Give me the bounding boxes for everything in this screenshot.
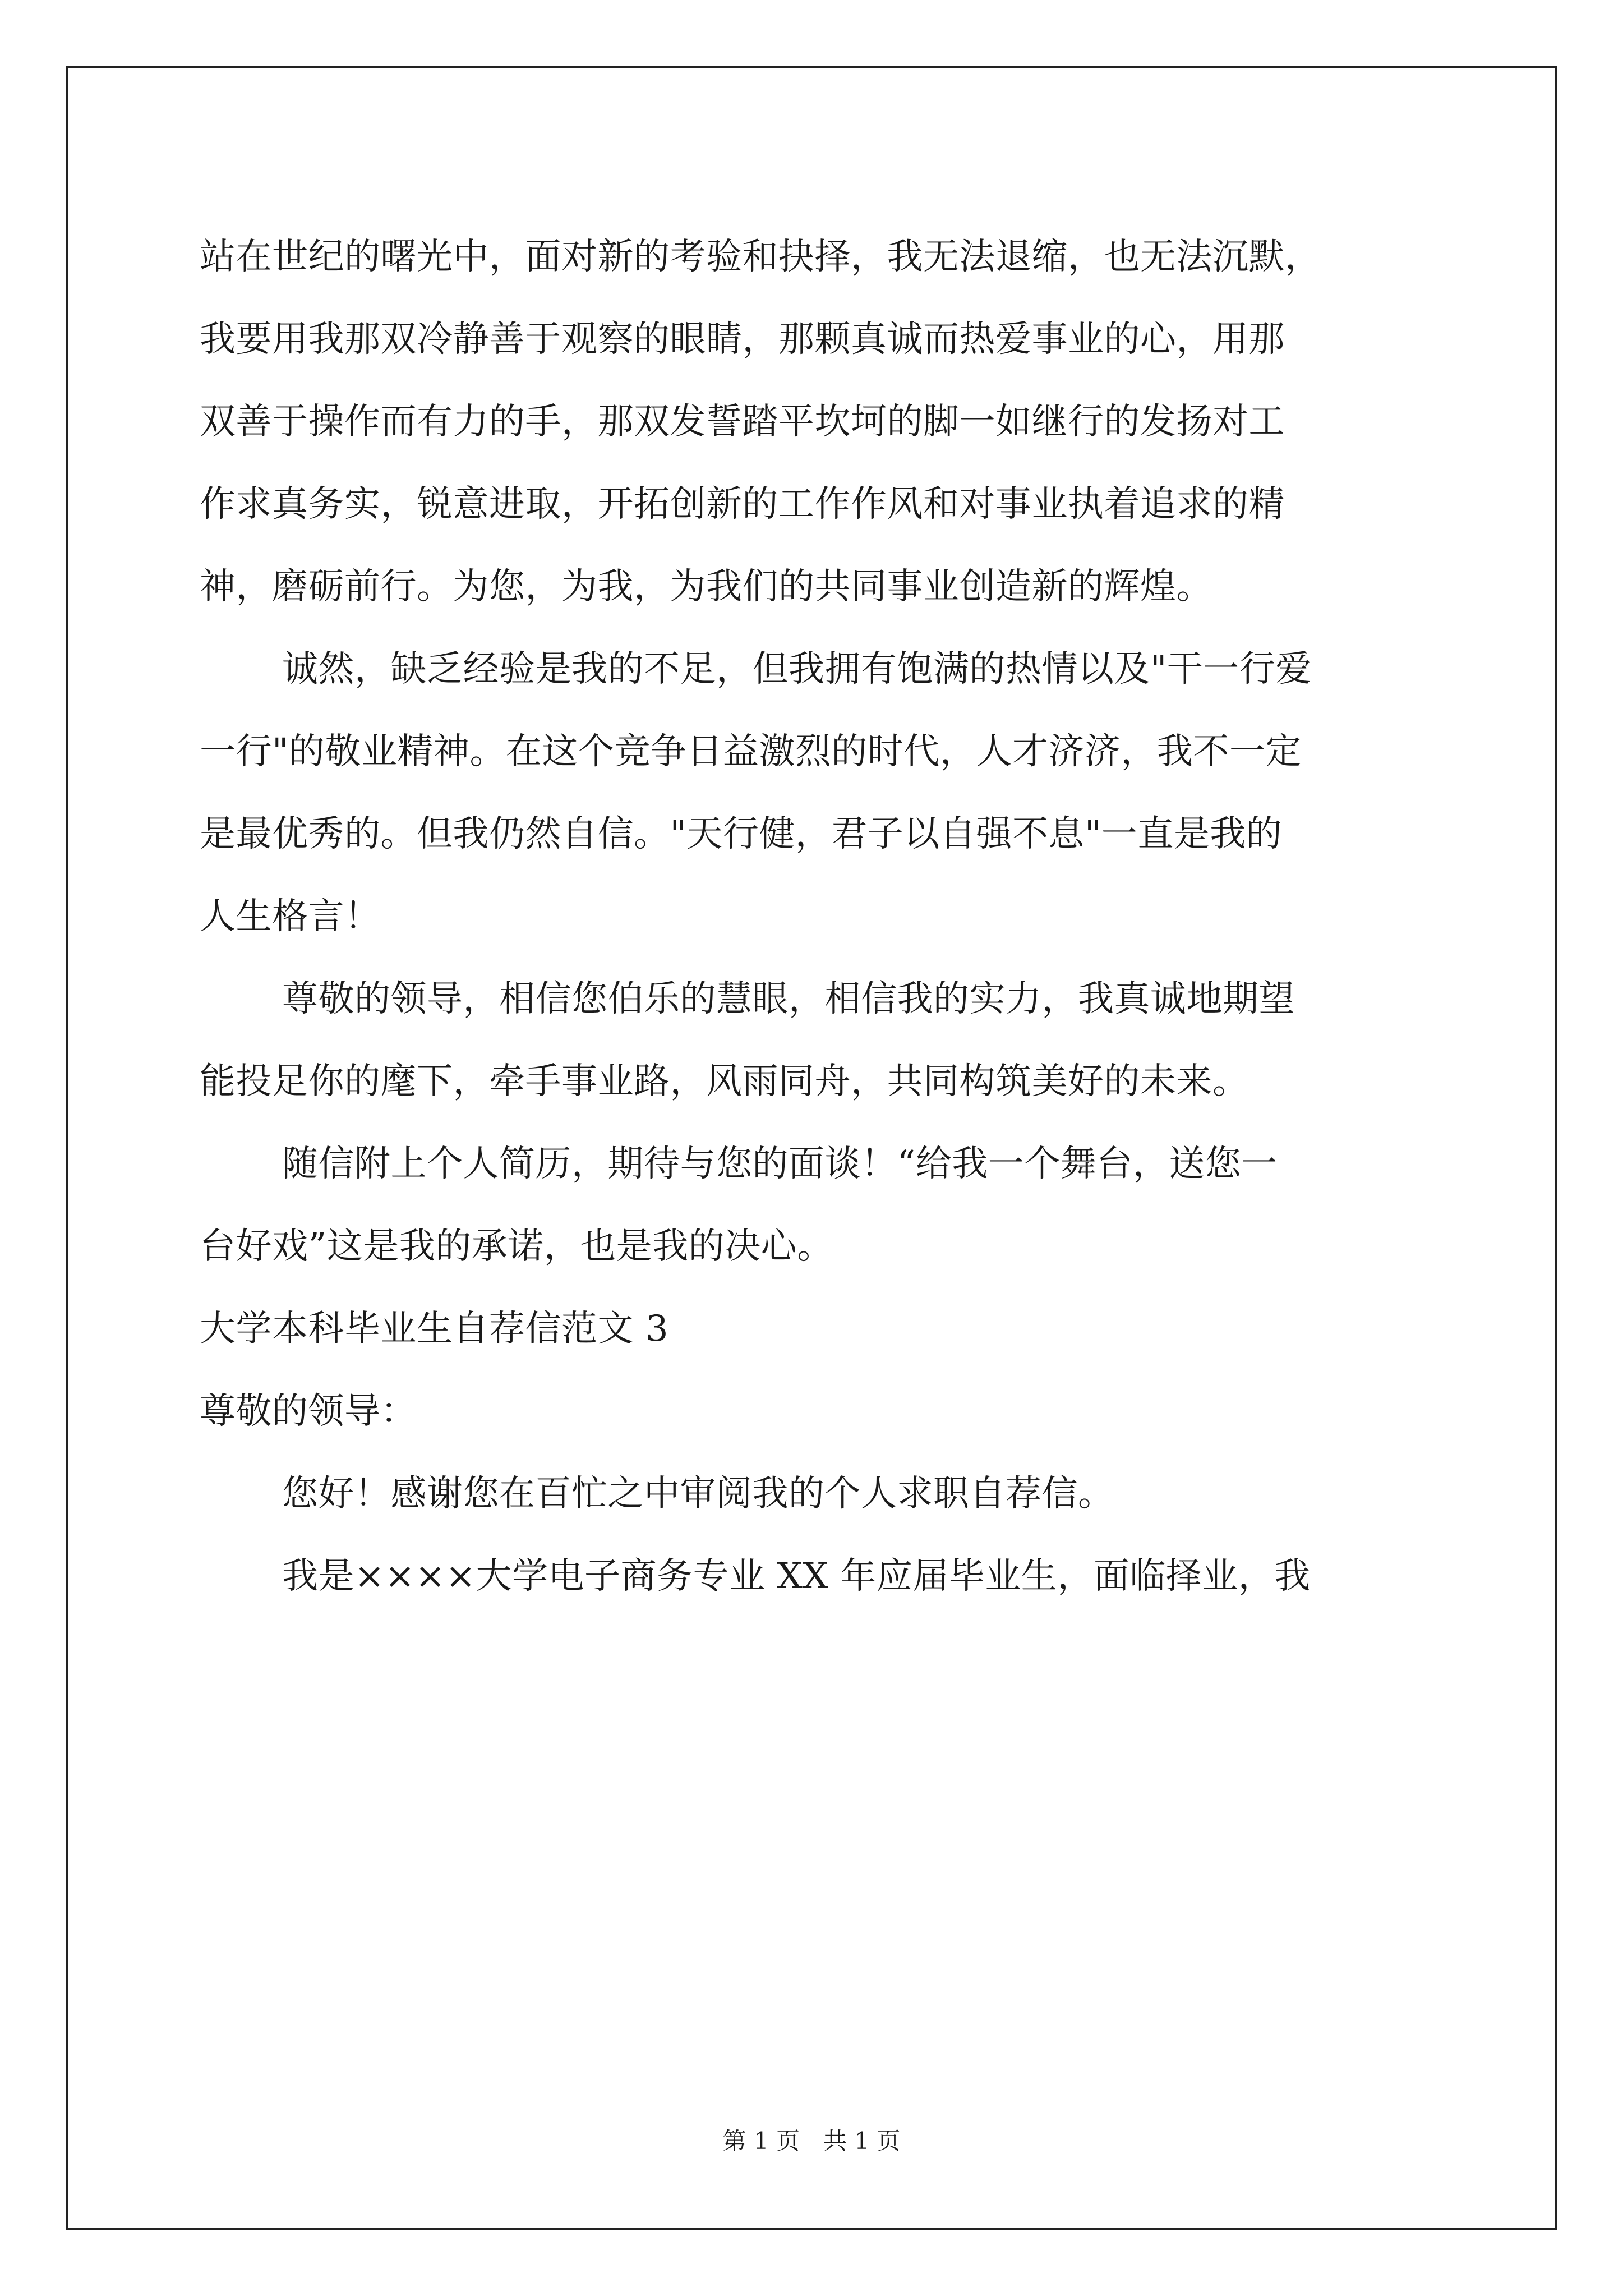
body-line-4: 作求真务实，锐意进取，开拓创新的工作作风和对事业执着追求的精 xyxy=(200,484,1285,525)
section-heading: 大学本科毕业生自荐信范文 3 xyxy=(200,1308,669,1350)
body-line-13: 台好戏”这是我的承诺，也是我的决心。 xyxy=(200,1226,833,1267)
body-line-7: 一行"的敬业精神。在这个竞争日益激烈的时代，人才济济，我不一定 xyxy=(200,731,1302,772)
body-line-1: 站在世纪的曙光中，面对新的考验和抉择，我无法退缩，也无法沉默， xyxy=(200,236,1321,278)
body-line-16: 您好！感谢您在百忙之中审阅我的个人求职自荐信。 xyxy=(282,1473,1114,1515)
salutation: 尊敬的领导： xyxy=(200,1391,417,1432)
body-line-17: 我是××××大学电子商务专业 XX 年应届毕业生，面临择业，我 xyxy=(282,1556,1311,1597)
body-line-2: 我要用我那双冷静善于观察的眼睛，那颗真诚而热爱事业的心，用那 xyxy=(200,319,1285,360)
body-line-12: 随信附上个人简历，期待与您的面谈！“给我一个舞台，送您一 xyxy=(282,1143,1278,1185)
body-line-11: 能投足你的麾下，牵手事业路，风雨同舟，共同构筑美好的未来。 xyxy=(200,1061,1249,1102)
body-line-5: 神，磨砺前行。为您，为我，为我们的共同事业创造新的辉煌。 xyxy=(200,566,1212,608)
body-line-3: 双善于操作而有力的手，那双发誓踏平坎坷的脚一如继行的发扬对工 xyxy=(200,401,1285,443)
body-line-10: 尊敬的领导，相信您伯乐的慧眼，相信我的实力，我真诚地期望 xyxy=(282,978,1295,1020)
body-line-9: 人生格言！ xyxy=(200,896,381,937)
body-line-8: 是最优秀的。但我仍然自信。"天行健，君子以自强不息"一直是我的 xyxy=(200,813,1283,855)
body-line-6: 诚然，缺乏经验是我的不足，但我拥有饱满的热情以及"干一行爱 xyxy=(282,648,1312,690)
page-footer: 第 1 页 共 1 页 xyxy=(722,2127,901,2155)
